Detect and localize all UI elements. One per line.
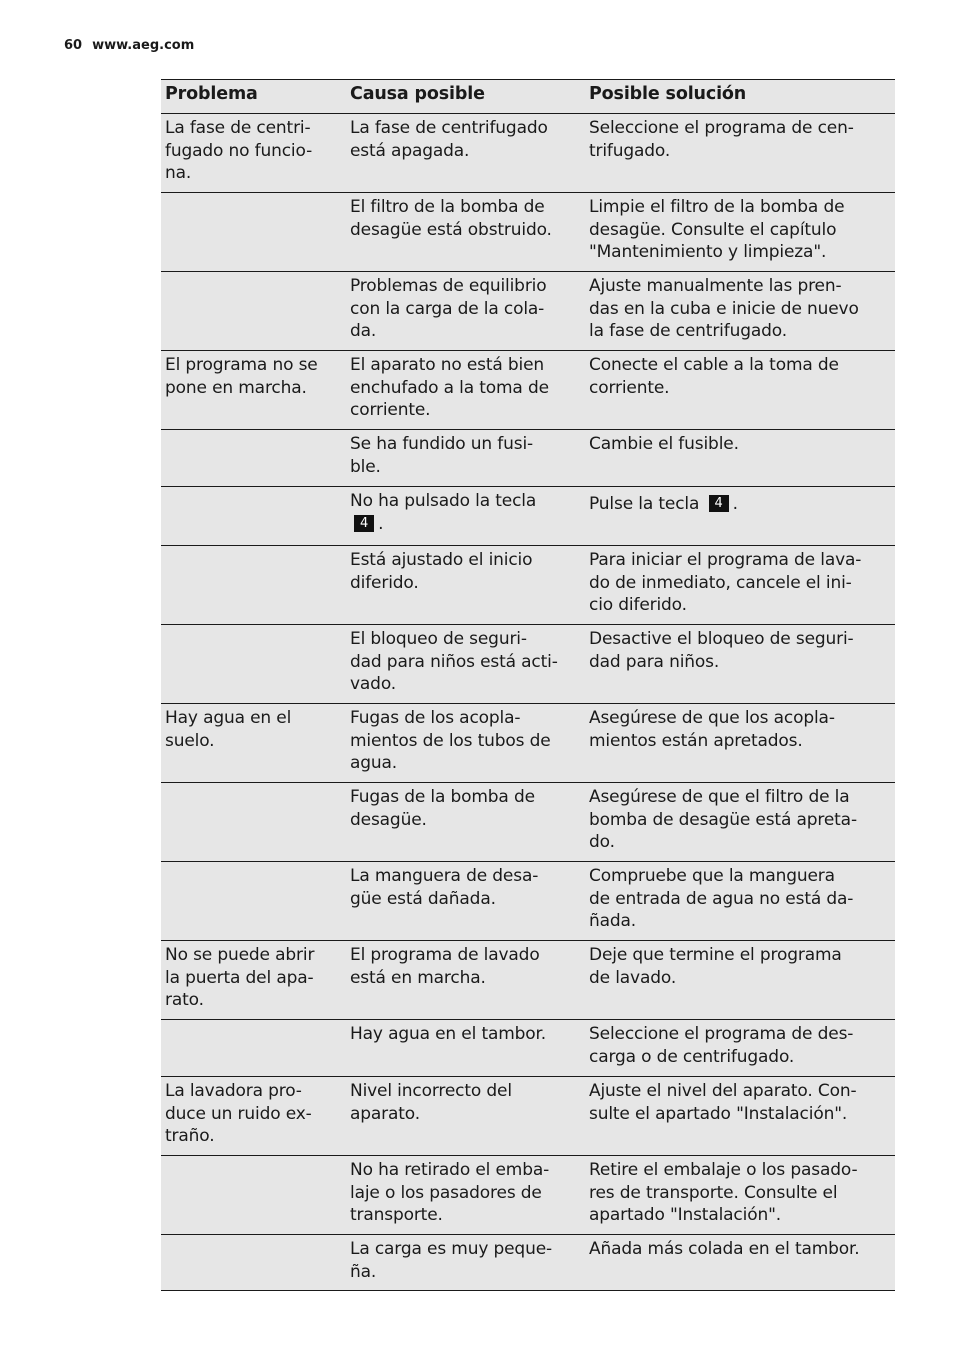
solution-cell (585, 1020, 895, 1076)
cell-line: sulte el apartado "Instalación". (589, 1103, 848, 1124)
page-number: 60 (64, 38, 83, 53)
cell-line: La fase de centrifugado (350, 118, 548, 138)
table-row (161, 1076, 895, 1155)
cause-cell (346, 941, 585, 1019)
cell-line: El bloqueo de seguri- (350, 629, 527, 649)
table-header-row (161, 80, 895, 113)
cell-line: vado. (350, 674, 397, 694)
cell-line: laje o los pasadores de (350, 1182, 542, 1203)
cell-line: No se puede abrir (165, 945, 315, 965)
solution-cell (585, 487, 895, 545)
cell-line: mientos están apretados. (589, 730, 803, 751)
cell-line: de lavado. (589, 967, 677, 988)
table-body (161, 113, 895, 1290)
cause-cell (346, 1156, 585, 1234)
cell-line: bomba de desagüe está apreta- (589, 809, 857, 830)
cell-line: Problemas de equilibrio (350, 276, 547, 296)
cell-line: carga o de centrifugado. (589, 1046, 795, 1067)
cell-line: Retire el embalaje o los pasado- (589, 1160, 858, 1180)
cell-line: traño. (165, 1126, 215, 1146)
cell-line: Se ha fundido un fusi- (350, 434, 534, 454)
solution-cell (585, 114, 895, 192)
cell-line: ña. (350, 1261, 377, 1282)
problem-cell (161, 114, 346, 192)
cell-text: No ha pulsado la tecla (350, 491, 537, 511)
cell-line: dad para niños está acti- (350, 651, 558, 672)
cause-cell (346, 114, 585, 192)
cell-text: Pulse la tecla (589, 494, 700, 514)
cell-line: res de transporte. Consulte el (589, 1182, 838, 1203)
cell-line: La carga es muy peque- (350, 1239, 552, 1259)
problem-cell (161, 272, 346, 350)
cell-line: Compruebe que la manguera (589, 866, 835, 886)
cause-cell (346, 862, 585, 940)
cell-line: desagüe. Consulte el capítulo (589, 219, 837, 240)
solution-cell (585, 1077, 895, 1155)
cause-cell (346, 546, 585, 624)
cause-cell (346, 625, 585, 703)
cell-line: está apagada. (350, 140, 470, 161)
cell-line: Seleccione el programa de des- (589, 1024, 854, 1044)
table-row (161, 624, 895, 703)
table-row (161, 1234, 895, 1290)
cell-line: Hay agua en el tambor. (350, 1024, 547, 1044)
solution-cell (585, 704, 895, 782)
table-row (161, 703, 895, 782)
cell-line: rato. (165, 990, 204, 1010)
cell-line: das en la cuba e inicie de nuevo (589, 298, 859, 319)
troubleshooting-table (161, 79, 895, 1291)
cause-cell (346, 193, 585, 271)
cause-cell (346, 487, 585, 545)
cell-line: Asegúrese de que los acopla- (589, 708, 835, 728)
cell-line: "Mantenimiento y limpieza". (589, 242, 827, 262)
cell-line: Conecte el cable a la toma de (589, 355, 839, 375)
table-row (161, 782, 895, 861)
solution-cell (585, 783, 895, 861)
problem-cell (161, 193, 346, 271)
cell-line: La fase de centri- (165, 118, 311, 138)
solution-cell (585, 625, 895, 703)
problem-cell (161, 625, 346, 703)
problem-cell (161, 941, 346, 1019)
column-header-problem: Problema (165, 84, 258, 104)
cell-line: cio diferido. (589, 595, 687, 615)
problem-cell (161, 1020, 346, 1076)
page-header (64, 38, 194, 53)
cell-line: El aparato no está bien (350, 355, 545, 375)
cell-line: La manguera de desa- (350, 866, 539, 886)
cell-line: de entrada de agua no está da- (589, 888, 854, 909)
cell-line: Nivel incorrecto del (350, 1081, 512, 1101)
column-header-cause: Causa posible (350, 84, 485, 104)
website-url: www.aeg.com (92, 38, 195, 53)
cell-line: la puerta del apa- (165, 967, 314, 988)
cause-cell (346, 351, 585, 429)
cause-cell (346, 272, 585, 350)
cell-line: la fase de centrifugado. (589, 321, 787, 341)
problem-cell (161, 1156, 346, 1234)
table-row (161, 940, 895, 1019)
cell-line: desagüe está obstruido. (350, 219, 552, 240)
table-row (161, 429, 895, 486)
cell-line: da. (350, 321, 377, 341)
table-row (161, 1155, 895, 1234)
table-row (161, 113, 895, 192)
cell-line: mientos de los tubos de (350, 730, 551, 751)
cell-line: Fugas de los acopla- (350, 708, 521, 728)
table-row (161, 486, 895, 545)
cell-text: . (732, 494, 738, 514)
table-row (161, 545, 895, 624)
problem-cell (161, 862, 346, 940)
cell-line: No ha retirado el emba- (350, 1160, 550, 1180)
cell-line: corriente. (350, 400, 431, 420)
cell-line: El programa de lavado (350, 945, 540, 965)
cell-line: na. (165, 163, 192, 183)
solution-cell (585, 546, 895, 624)
cell-line: enchufado a la toma de (350, 377, 549, 398)
problem-cell (161, 704, 346, 782)
problem-cell (161, 351, 346, 429)
table-row (161, 861, 895, 940)
start-pause-key-badge: 4 (709, 495, 729, 512)
cell-line: Está ajustado el inicio (350, 550, 533, 570)
cell-line: La lavadora pro- (165, 1081, 302, 1101)
cell-line: Seleccione el programa de cen- (589, 118, 854, 138)
cell-line: corriente. (589, 377, 670, 398)
cell-line: Desactive el bloqueo de seguri- (589, 629, 854, 649)
cause-cell (346, 704, 585, 782)
cell-line: Ajuste manualmente las pren- (589, 276, 842, 296)
cell-line: desagüe. (350, 809, 427, 830)
cell-line: Deje que termine el programa (589, 945, 842, 965)
solution-cell (585, 1235, 895, 1290)
start-pause-key-badge: 4 (354, 515, 374, 532)
column-header-solution: Posible solución (589, 84, 747, 104)
solution-cell (585, 193, 895, 271)
cell-line: güe está dañada. (350, 888, 496, 909)
table-row (161, 271, 895, 350)
cell-line: Añada más colada en el tambor. (589, 1239, 860, 1259)
cell-line: Para iniciar el programa de lava- (589, 550, 862, 570)
problem-cell (161, 546, 346, 624)
cell-line: El filtro de la bomba de (350, 197, 545, 217)
solution-cell (585, 272, 895, 350)
cell-line: Asegúrese de que el filtro de la (589, 787, 850, 807)
solution-cell (585, 1156, 895, 1234)
cell-line: Hay agua en el (165, 708, 292, 728)
cell-line: ble. (350, 456, 381, 477)
cell-text: . (378, 513, 384, 534)
cell-line: Limpie el filtro de la bomba de (589, 197, 845, 217)
cell-line: ñada. (589, 911, 637, 931)
cell-line: duce un ruido ex- (165, 1103, 312, 1124)
cell-line: transporte. (350, 1205, 443, 1225)
cell-line: aparato. (350, 1103, 421, 1124)
table-row (161, 1019, 895, 1076)
cell-line: con la carga de la cola- (350, 298, 545, 319)
problem-cell (161, 1077, 346, 1155)
cell-line: Fugas de la bomba de (350, 787, 535, 807)
cause-cell (346, 430, 585, 486)
cell-line: El programa no se (165, 355, 318, 375)
problem-cell (161, 430, 346, 486)
cell-line: trifugado. (589, 140, 671, 161)
cell-line: apartado "Instalación". (589, 1205, 782, 1225)
cause-cell (346, 1235, 585, 1290)
cell-line: fugado no funcio- (165, 140, 313, 161)
cause-cell (346, 1020, 585, 1076)
table-row (161, 192, 895, 271)
solution-cell (585, 862, 895, 940)
cell-line: do. (589, 832, 615, 852)
problem-cell (161, 1235, 346, 1290)
solution-cell (585, 941, 895, 1019)
cause-cell (346, 783, 585, 861)
cell-line: dad para niños. (589, 651, 720, 672)
cell-line: agua. (350, 753, 398, 773)
problem-cell (161, 783, 346, 861)
cell-line: Ajuste el nivel del aparato. Con- (589, 1081, 857, 1101)
cell-line: suelo. (165, 730, 215, 751)
problem-cell (161, 487, 346, 545)
table-row (161, 350, 895, 429)
cause-cell (346, 1077, 585, 1155)
solution-cell (585, 351, 895, 429)
cell-line: diferido. (350, 572, 419, 593)
cell-line: Cambie el fusible. (589, 434, 739, 454)
cell-line: pone en marcha. (165, 377, 307, 398)
solution-cell (585, 430, 895, 486)
cell-line: está en marcha. (350, 967, 486, 988)
cell-line: do de inmediato, cancele el ini- (589, 572, 852, 593)
